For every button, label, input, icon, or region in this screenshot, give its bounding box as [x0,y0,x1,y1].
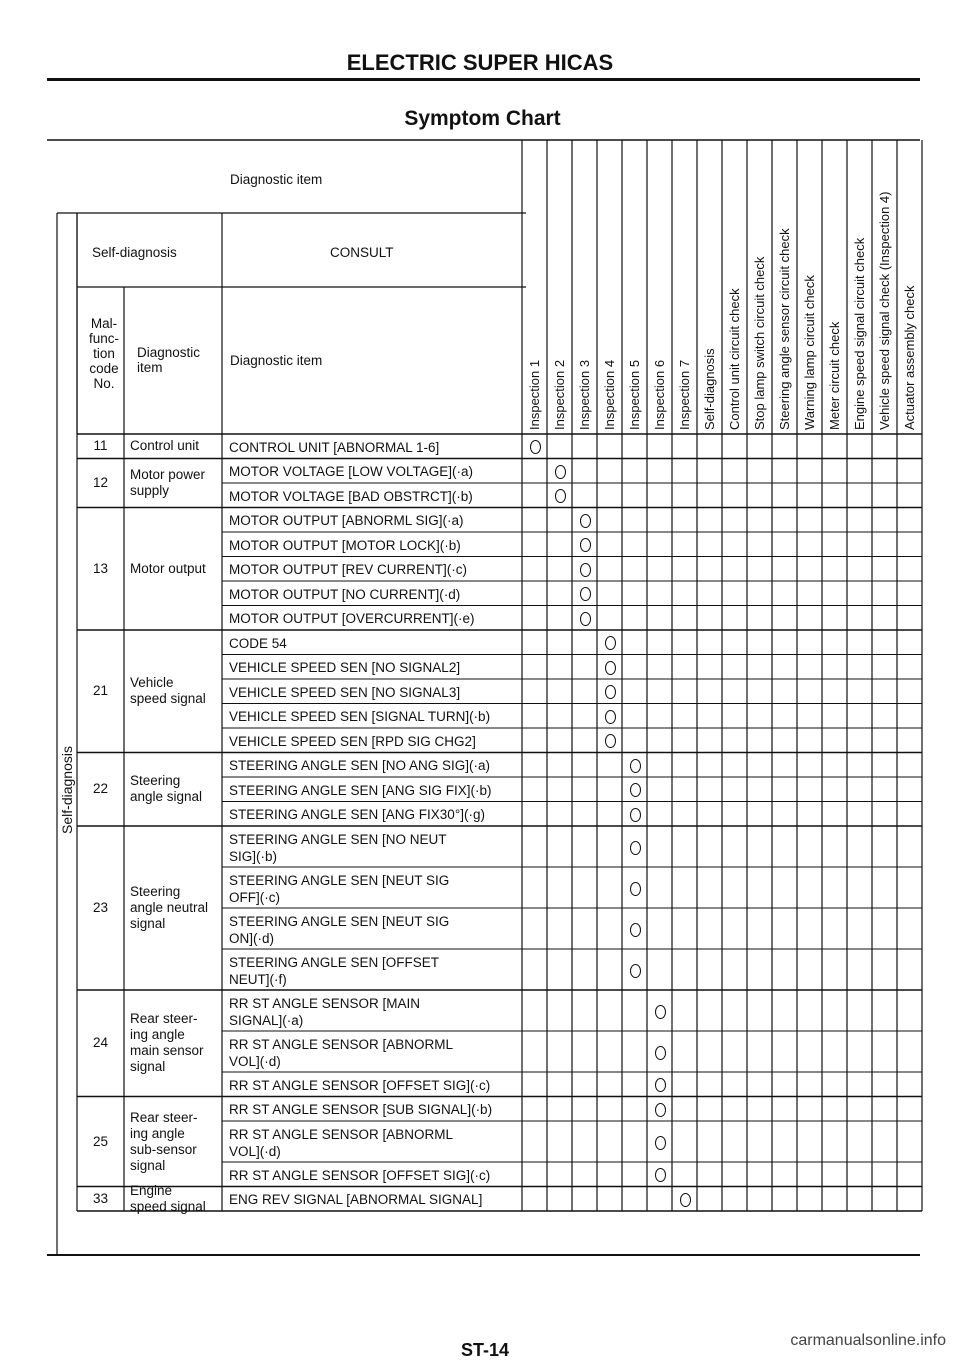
consult-item-line: MOTOR OUTPUT [REV CURRENT](·c) [229,562,467,578]
diagnostic-item-col2-header: Diagnostic item [230,353,323,368]
consult-item-line: CONTROL UNIT [ABNORMAL 1-6] [229,439,440,455]
applicable-mark [580,587,591,601]
consult-item-line: MOTOR OUTPUT [MOTOR LOCK](·b) [229,537,461,553]
watermark: carmanualsonline.info [790,1332,946,1349]
diagnostic-item-line: supply [130,483,170,498]
consult-item [229,1167,490,1184]
applicable-mark [655,1103,666,1117]
malfunction-code: 13 [92,560,109,576]
column-header-label: Stop lamp switch circuit check [752,256,767,430]
consult-item [229,757,490,774]
applicable-mark [580,514,591,528]
column-header-label: Inspection 3 [577,359,592,430]
diagnostic-item-line: speed signal [130,1198,206,1214]
diagnostic-item-line: ing angle [130,1027,185,1043]
malfunction-code-line: No. [93,376,115,391]
consult-item-line: MOTOR OUTPUT [OVERCURRENT](·e) [229,611,475,627]
diagnostic-item-line: signal [130,916,166,931]
column-header-label: Inspection 2 [552,359,567,430]
consult-item-line: VOL](·d) [229,1143,281,1159]
applicable-mark [605,710,616,724]
malfunction-code: 33 [92,1190,109,1206]
consult-item-line: VEHICLE SPEED SEN [NO SIGNAL2] [229,660,461,676]
consult-item [229,954,439,988]
consult-item-line: VOL](·d) [229,1053,281,1069]
diagnostic-item [130,773,202,805]
consult-item-line: RR ST ANGLE SENSOR [ABNORML [229,1036,454,1052]
column-header-label: Inspection 1 [527,359,542,430]
column-header-label: Inspection 7 [677,359,692,430]
consult-item [229,635,287,652]
consult-header: CONSULT [330,245,394,260]
applicable-mark [555,465,566,479]
chart-title: Symptom Chart [404,107,561,130]
applicable-mark [655,1168,666,1182]
consult-item [229,659,460,676]
consult-item-line: STEERING ANGLE SEN [NEUT SIG [229,872,450,888]
applicable-mark [605,685,616,699]
consult-item-line: STEERING ANGLE SEN [NO ANG SIG](·a) [229,758,491,774]
diagnostic-item [130,675,206,707]
diagnostic-item-line: Rear steer- [130,1109,198,1125]
column-header-label: Warning lamp circuit check [802,275,817,430]
applicable-mark [580,538,591,552]
diagnostic-item-line: signal [130,1059,166,1075]
applicable-mark [605,734,616,748]
applicable-mark [630,808,641,822]
page-number: ST-14 [460,1340,510,1360]
diagnostic-item [130,884,208,932]
column-header-label: Vehicle speed signal check (Inspection 4) [877,191,892,430]
consult-item-line: MOTOR VOLTAGE [LOW VOLTAGE](·a) [229,464,474,480]
consult-item [229,913,449,947]
applicable-mark [580,563,591,577]
page-header-title: ELECTRIC SUPER HICAS [346,50,614,75]
consult-item [229,586,460,603]
consult-item-line: SIGNAL](·a) [229,1012,304,1028]
applicable-mark [530,440,541,454]
diagnostic-item [130,467,205,499]
consult-item-line: STEERING ANGLE SEN [ANG SIG FIX](·b) [229,782,492,798]
malfunction-code: 22 [92,781,109,797]
malfunction-code: 11 [93,438,108,454]
consult-item [229,537,461,554]
applicable-mark [630,841,641,855]
diagnostic-item-line: signal [130,1157,166,1173]
malfunction-code: 21 [92,683,109,699]
diagnostic-item [130,561,206,577]
column-header-label: Engine speed signal circuit check [852,237,867,430]
diagnostic-item-line: Motor output [130,560,206,576]
diagnostic-item-line: Motor power [130,467,206,482]
malfunction-code: 12 [92,475,109,490]
applicable-mark [655,1046,666,1060]
diagnostic-item-line: Vehicle [130,675,174,691]
consult-item-line: RR ST ANGLE SENSOR [SUB SIGNAL](·b) [229,1102,493,1118]
applicable-mark [555,489,566,503]
malfunction-code-line: code [89,361,119,376]
self-diagnosis-header: Self-diagnosis [92,245,177,260]
applicable-mark [680,1193,691,1207]
diagnostic-item [130,1110,198,1174]
consult-item [229,463,473,480]
consult-item-line: RR ST ANGLE SENSOR [OFFSET SIG](·c) [229,1077,491,1093]
consult-item-line: RR ST ANGLE SENSOR [MAIN [229,995,421,1011]
malfunction-code: 23 [92,900,109,915]
malfunction-code-line: tion [93,346,115,361]
consult-item [229,1036,453,1070]
diagnostic-item-line: angle neutral [130,900,209,915]
bottom-rule [47,1254,920,1256]
diagnostic-item-line: Steering [130,884,181,899]
malfunction-code-header [84,316,124,391]
consult-item [229,512,464,529]
column-header-label: Actuator assembly check [902,285,917,430]
consult-item-line: MOTOR VOLTAGE [BAD OBSTRCT](·b) [229,488,473,504]
column-header-label: Control unit circuit check [727,288,742,430]
header-rule [47,78,920,81]
diagnostic-item [130,438,199,454]
diagnostic-item-line: ing angle [130,1125,185,1141]
applicable-mark [605,661,616,675]
consult-item-line: NEUT](·f) [229,971,287,987]
diagnostic-item-line: Rear steer- [130,1011,198,1027]
malfunction-code-line: Mal- [90,316,118,331]
column-header-label: Meter circuit check [827,321,842,430]
applicable-mark [605,636,616,650]
diagnostic-item [130,1011,204,1075]
consult-item-line: MOTOR OUTPUT [ABNORML SIG](·a) [229,513,464,529]
consult-item [229,782,492,799]
applicable-mark [630,964,641,978]
diagnostic-item-line: main sensor [130,1043,204,1059]
diagnostic-item-line: Diagnostic [137,345,201,360]
consult-item [229,1126,453,1160]
consult-item-line: STEERING ANGLE SEN [ANG FIX30°](·g) [229,807,485,823]
consult-item [229,684,460,701]
consult-item [229,806,485,823]
diagnostic-item [130,1183,206,1215]
consult-item-line: OFF](·c) [229,889,280,905]
applicable-mark [630,882,641,896]
applicable-mark [630,759,641,773]
consult-item-line: ENG REV SIGNAL [ABNORMAL SIGNAL] [229,1192,483,1208]
column-header-label: Self-diagnosis [702,348,717,430]
column-header-label: Inspection 5 [627,359,642,430]
consult-item [229,831,447,865]
consult-item [229,708,490,725]
diagnostic-item-line: angle signal [130,789,203,805]
consult-item-line: SIG](·b) [229,848,278,864]
consult-item-line: ON](·d) [229,930,274,946]
column-header-label: Inspection 6 [652,359,667,430]
consult-item-line: CODE 54 [229,635,287,651]
consult-item-line: STEERING ANGLE SEN [OFFSET [229,954,440,970]
diagnostic-item-line: Control unit [130,438,200,454]
diagnostic-item-header: Diagnostic item [230,172,323,187]
consult-item [229,610,475,627]
self-diagnosis-side-label: Self-diagnosis [59,746,75,834]
malfunction-code: 24 [92,1035,109,1051]
applicable-mark [655,1005,666,1019]
applicable-mark [580,612,591,626]
consult-item [229,1077,490,1094]
malfunction-code-line: func- [88,331,119,346]
diagnostic-item-line: speed signal [130,691,206,707]
diagnostic-item-line: item [137,360,163,375]
consult-item-line: MOTOR OUTPUT [NO CURRENT](·d) [229,586,461,602]
consult-item-line: RR ST ANGLE SENSOR [ABNORML [229,1126,454,1142]
consult-item [229,733,476,750]
applicable-mark [630,783,641,797]
consult-item [229,488,473,505]
consult-item-line: VEHICLE SPEED SEN [RPD SIG CHG2] [229,733,476,749]
column-header-label: Inspection 4 [602,359,617,430]
consult-item [229,995,420,1029]
applicable-mark [655,1136,666,1150]
column-header-label: Steering angle sensor circuit check [777,228,792,430]
consult-item-line: STEERING ANGLE SEN [NO NEUT [229,831,447,847]
consult-item-line: VEHICLE SPEED SEN [SIGNAL TURN](·b) [229,709,491,725]
diagnostic-item-col1-header [137,345,200,375]
diagnostic-item-line: Engine [130,1182,173,1198]
diagnostic-item-line: sub-sensor [130,1141,197,1157]
consult-item-line: VEHICLE SPEED SEN [NO SIGNAL3] [229,684,461,700]
consult-item [229,1101,492,1118]
applicable-mark [630,923,641,937]
consult-item [229,439,439,456]
diagnostic-item-line: Steering [130,773,181,789]
consult-item [229,872,449,906]
consult-item-line: RR ST ANGLE SENSOR [OFFSET SIG](·c) [229,1167,491,1183]
malfunction-code: 25 [92,1133,109,1149]
applicable-mark [655,1078,666,1092]
consult-item-line: STEERING ANGLE SEN [NEUT SIG [229,913,450,929]
consult-item [229,1191,482,1208]
consult-item [229,561,467,578]
